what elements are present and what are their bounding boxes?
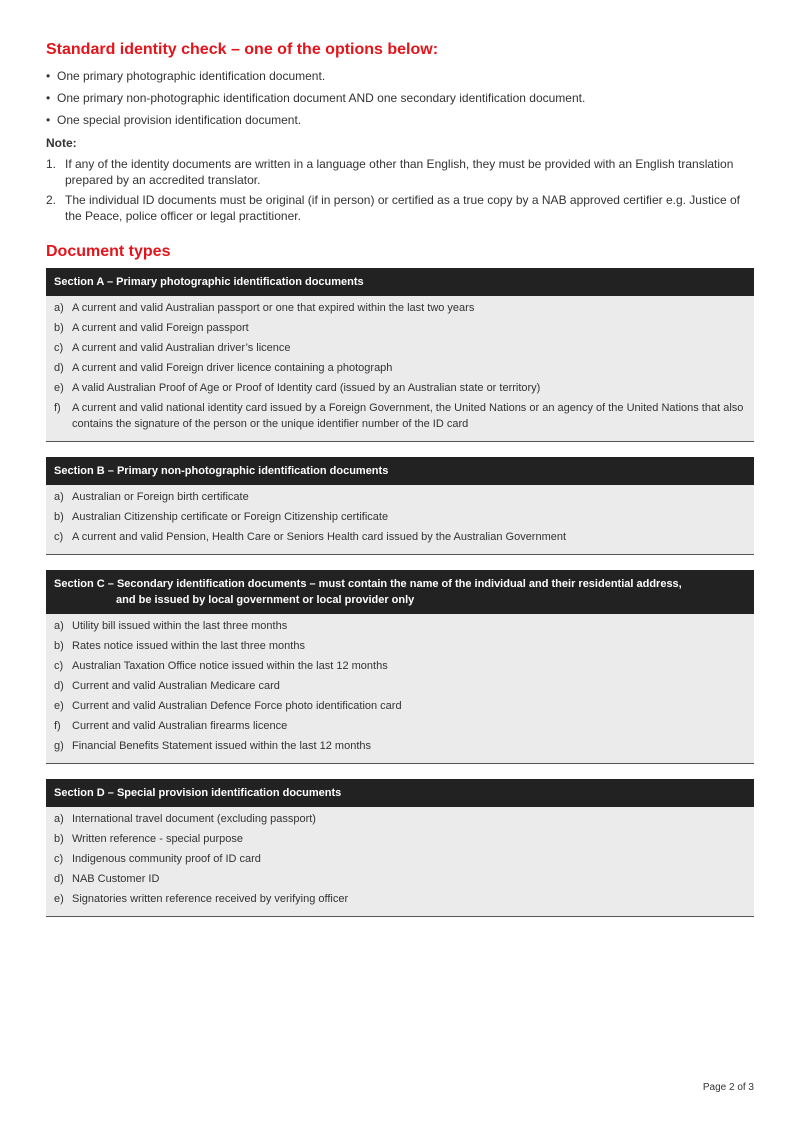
item-text: A current and valid national identity card issued by a Foreign Government, the United Nations or an agency of the United Nations that also contains the signature of the person or the unique identifier number of the ID card	[72, 402, 744, 430]
page-number: Page 2 of 3	[702, 1082, 754, 1093]
item-letter: b)	[54, 322, 64, 334]
item-text: Australian Taxation Office notice issued within the last 12 months	[72, 660, 388, 672]
list-item	[54, 529, 746, 545]
list-item	[54, 340, 746, 356]
item-letter: a)	[54, 620, 64, 632]
list-item	[54, 489, 746, 505]
list-item	[54, 891, 746, 907]
note-number: 1.	[46, 157, 57, 171]
section-body	[46, 296, 754, 441]
list-item	[54, 320, 746, 336]
item-text: Rates notice issued within the last three months	[72, 640, 305, 652]
note-text: If any of the identity documents are written in a language other than English, they must be provided with an English translation prepared by an accredited translator.	[65, 157, 734, 187]
item-letter: d)	[54, 873, 64, 885]
item-text: A current and valid Australian passport or one that expired within the last two years	[72, 302, 475, 314]
section-header	[46, 570, 754, 614]
item-text: Current and valid Australian Defence Force photo identification card	[72, 700, 402, 712]
section-header	[46, 268, 754, 296]
section-title: Section A – Primary photographic identification documents	[54, 276, 364, 288]
list-item	[54, 851, 746, 867]
item-text: A current and valid Foreign passport	[72, 322, 249, 334]
list-item	[54, 738, 746, 754]
item-letter: e)	[54, 700, 64, 712]
item-letter: d)	[54, 680, 64, 692]
item-letter: c)	[54, 342, 64, 354]
section-body	[46, 485, 754, 554]
section-table	[46, 457, 754, 555]
item-letter: c)	[54, 853, 64, 865]
list-item	[54, 658, 746, 674]
section-body	[46, 614, 754, 763]
item-text: Current and valid Australian Medicare card	[72, 680, 280, 692]
list-item	[54, 618, 746, 634]
list-item	[54, 360, 746, 376]
note-text: The individual ID documents must be original (if in person) or certified as a true copy by a NAB approved certifier e.g. Justice of the Peace, police officer or legal practitioner.	[65, 193, 740, 223]
item-letter: a)	[54, 813, 64, 825]
list-item	[54, 509, 746, 525]
item-text: Australian or Foreign birth certificate	[72, 491, 249, 503]
list-item	[54, 300, 746, 316]
list-item	[54, 718, 746, 734]
section-body	[46, 807, 754, 916]
document-types-heading: Document types	[46, 243, 171, 260]
item-letter: e)	[54, 382, 64, 394]
item-letter: d)	[54, 362, 64, 374]
item-text: Indigenous community proof of ID card	[72, 853, 261, 865]
item-letter: f)	[54, 402, 61, 414]
list-item	[54, 638, 746, 654]
item-letter: e)	[54, 893, 64, 905]
standard-check-list	[46, 68, 754, 128]
item-text: A current and valid Foreign driver licence containing a photograph	[72, 362, 393, 374]
list-item	[54, 811, 746, 827]
item-text: Utility bill issued within the last three months	[72, 620, 288, 632]
section-header	[46, 457, 754, 485]
item-letter: a)	[54, 491, 64, 503]
section-table	[46, 268, 754, 442]
item-letter: g)	[54, 740, 64, 752]
item-text: NAB Customer ID	[72, 873, 160, 885]
bullet-item: • One primary non-photographic identification document AND one secondary identification document.	[46, 90, 754, 106]
section-title-continued: and be issued by local government or local provider only	[116, 594, 415, 606]
item-letter: b)	[54, 511, 64, 523]
item-letter: f)	[54, 720, 61, 732]
note-number: 2.	[46, 193, 57, 207]
item-text: A current and valid Australian driver’s licence	[72, 342, 291, 354]
standard-check-heading: Standard identity check – one of the options below:	[46, 41, 439, 58]
section-table	[46, 570, 754, 764]
note-label: Note:	[46, 136, 77, 150]
bullet-item: • One special provision identification document.	[46, 112, 754, 128]
notes-list	[46, 156, 754, 224]
item-letter: b)	[54, 833, 64, 845]
section-table	[46, 779, 754, 917]
item-letter: b)	[54, 640, 64, 652]
note-item	[46, 192, 754, 224]
item-text: International travel document (excluding passport)	[72, 813, 316, 825]
document-page	[46, 40, 754, 932]
item-letter: c)	[54, 531, 64, 543]
item-letter: c)	[54, 660, 64, 672]
list-item	[54, 831, 746, 847]
document-sections	[46, 268, 754, 917]
item-text: Australian Citizenship certificate or Foreign Citizenship certificate	[72, 511, 389, 523]
item-text: A valid Australian Proof of Age or Proof of Identity card (issued by an Australian state or territory)	[72, 382, 541, 394]
list-item	[54, 400, 746, 432]
section-title: Section D – Special provision identification documents	[54, 787, 342, 799]
item-letter: a)	[54, 302, 64, 314]
item-text: Written reference - special purpose	[72, 833, 243, 845]
list-item	[54, 698, 746, 714]
item-text: Current and valid Australian firearms licence	[72, 720, 288, 732]
list-item	[54, 871, 746, 887]
section-title: Section B – Primary non-photographic identification documents	[54, 465, 389, 477]
bullet-item: • One primary photographic identification document.	[46, 68, 754, 84]
section-header	[46, 779, 754, 807]
list-item	[54, 678, 746, 694]
note-item	[46, 156, 754, 188]
item-text: A current and valid Pension, Health Care or Seniors Health card issued by the Australian Government	[72, 531, 567, 543]
item-text: Financial Benefits Statement issued within the last 12 months	[72, 740, 371, 752]
item-text: Signatories written reference received by verifying officer	[72, 893, 349, 905]
list-item	[54, 380, 746, 396]
section-title: Section C – Secondary identification documents – must contain the name of the individual and their residential address,	[54, 578, 682, 590]
